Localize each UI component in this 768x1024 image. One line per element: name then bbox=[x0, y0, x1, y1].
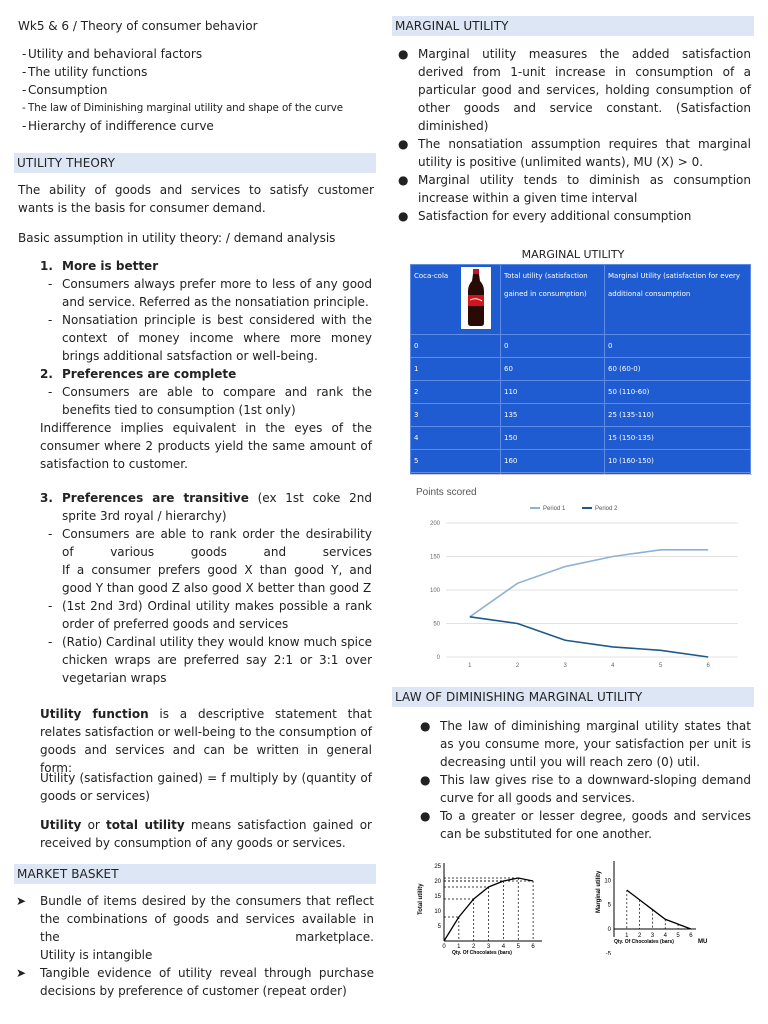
total-utility-chart bbox=[412, 855, 552, 955]
table-row bbox=[411, 358, 751, 381]
table-header-cell bbox=[411, 265, 501, 335]
mu-bullet bbox=[392, 207, 751, 225]
assumption-detail: - Consumers are able to compare and rank the benefits tied to consumption (1st only) bbox=[40, 383, 372, 419]
table-cell: 0 bbox=[605, 335, 751, 358]
mu-bullet-text: The nonsatiation assumption requires that marginal utility is positive (unlimited wants), MU (X) > 0. bbox=[418, 137, 751, 169]
table-row bbox=[411, 450, 751, 473]
y-tick-label: 200 bbox=[429, 521, 440, 527]
law-bullet-text: The law of diminishing marginal utility states that as you consume more, your satisfaction per unit is decreasing until you will reach zero (0) util. bbox=[440, 719, 751, 769]
assumption-number: 1. bbox=[40, 259, 53, 273]
assumption-number: 3. bbox=[40, 491, 53, 505]
mu-bullet-text: Marginal utility tends to diminish as consumption increase within a given time interval bbox=[418, 173, 751, 205]
page-title: Wk5 & 6 / Theory of consumer behavior bbox=[18, 19, 258, 33]
assumption-1 bbox=[40, 257, 372, 275]
coca-cola-bottle-icon bbox=[461, 267, 491, 329]
marginal-utility-table bbox=[410, 264, 751, 497]
legend-label: Period 1 bbox=[543, 506, 566, 512]
table-cell-note: point of solution bbox=[664, 482, 706, 488]
table-cell: 3 bbox=[411, 404, 501, 427]
topic-item: - Utility and behavioral factors bbox=[14, 45, 376, 63]
utility-intro: The ability of goods and services to satisfy customer wants is the basis for consumer demand. bbox=[18, 183, 374, 215]
assumption-3 bbox=[40, 489, 373, 525]
table-cell: 15 (150-135) bbox=[605, 427, 751, 450]
marginal-utility-bullets bbox=[392, 45, 751, 225]
x-axis-label: Qty. Of Chocolates (bars) bbox=[452, 950, 512, 955]
assumption-detail: - Consumers are able to rank order the desirability of various goods and services bbox=[40, 525, 372, 561]
table-cell: 60 (60-0) bbox=[605, 358, 751, 381]
y-axis-label: Marginal utility bbox=[596, 870, 602, 913]
x-tick-label: 1 bbox=[625, 933, 629, 939]
utility-function-def: is a descriptive statement that relates satisfaction or well-being to the consumption of goods and services and can be written in general form: bbox=[40, 707, 372, 775]
x-tick-label: 3 bbox=[563, 663, 567, 669]
table-cell: 6 bbox=[411, 473, 501, 497]
assumption-detail: - Nonsatiation principle is best considered with the context of money income where more money brings additional satsfaction or well-being. bbox=[40, 311, 372, 365]
x-tick-label: 0 bbox=[442, 944, 446, 950]
bullet-icon: ● bbox=[420, 773, 431, 787]
table-header-cell: Total utility (satisfaction gained in consumption) bbox=[501, 265, 605, 335]
marginal-utility-table-wrap bbox=[410, 264, 751, 497]
y-tick-label: 10 bbox=[434, 909, 441, 915]
x-tick-label: 5 bbox=[676, 933, 680, 939]
law-bullet-text: To a greater or lesser degree, goods and services can be substituted for one another. bbox=[440, 809, 751, 841]
x-tick-label: 4 bbox=[611, 663, 615, 669]
total-utility-text bbox=[40, 816, 372, 852]
y-tick-label: 10 bbox=[604, 878, 611, 885]
y-axis-label: Total utility bbox=[418, 883, 424, 915]
table-cell: 150 bbox=[501, 427, 605, 450]
assumption-number: 2. bbox=[40, 367, 53, 381]
points-scored-chart bbox=[410, 474, 752, 675]
bullet-icon: ● bbox=[398, 137, 409, 151]
x-tick-label: 4 bbox=[501, 944, 506, 950]
x-axis-unit: MU bbox=[698, 939, 708, 945]
table-header-text: Coca-cola bbox=[414, 272, 449, 280]
x-tick-label: 2 bbox=[637, 933, 642, 939]
table-cell: 135 bbox=[501, 404, 605, 427]
utility-function-text bbox=[40, 705, 372, 777]
market-basket-header: MARKET BASKET bbox=[14, 864, 376, 884]
x-tick-label: 1 bbox=[457, 944, 461, 950]
total-utility-def: means satisfaction gained or received by consumption of any goods or services. bbox=[40, 818, 372, 850]
assumption-title: Preferences are complete bbox=[62, 367, 237, 381]
x-tick-label: 6 bbox=[689, 933, 693, 939]
utility-theory-header: UTILITY THEORY bbox=[14, 153, 376, 173]
marginal-utility-header: MARGINAL UTILITY bbox=[392, 16, 754, 36]
mu-bullet-text: Marginal utility measures the added satisfaction derived from 1-unit increase in consumption of a particular good and services, holding consumption of other goods and service constant. (Satisfaction diminished) bbox=[418, 47, 751, 133]
assumption-detail-cont: If a consumer prefers good X than good Y, and good Y than good Z also good X better than good Z bbox=[62, 563, 372, 595]
table-row bbox=[411, 335, 751, 358]
law-bullets bbox=[414, 717, 751, 843]
table-header-cell: Marginal Utility (satisfaction for every additional consumption bbox=[605, 265, 751, 335]
table-cell: 1 bbox=[411, 358, 501, 381]
table-cell: 0 bbox=[501, 335, 605, 358]
topic-item: - Consumption bbox=[14, 81, 376, 99]
topic-item: - The utility functions bbox=[14, 63, 376, 81]
y-tick-label: 50 bbox=[433, 621, 440, 628]
market-basket-list bbox=[14, 892, 374, 1000]
marginal-utility-curve bbox=[627, 890, 691, 929]
y-tick-label: 100 bbox=[429, 588, 440, 594]
table-cell: 2 bbox=[411, 381, 501, 404]
table-title: MARGINAL UTILITY bbox=[521, 248, 625, 261]
table-cell: 5 bbox=[411, 450, 501, 473]
assumption-title: Preferences are transitive bbox=[62, 491, 249, 505]
law-bullet bbox=[414, 771, 751, 807]
assumption-detail: - (1st 2nd 3rd) Ordinal utility makes possible a rank order of preferred goods and services bbox=[40, 597, 372, 633]
table-row bbox=[411, 427, 751, 450]
assumption-list bbox=[40, 257, 373, 687]
x-tick-label: 4 bbox=[663, 933, 667, 939]
table-cell: 25 (135-110) bbox=[605, 404, 751, 427]
table-row bbox=[411, 381, 751, 404]
legend-label: Period 2 bbox=[595, 506, 618, 512]
market-basket-text: Tangible evidence of utility reveal through purchase decisions by preference of customer (repeat order) bbox=[40, 966, 374, 998]
market-basket-text: Bundle of items desired by the consumers that reflect the combinations of goods and services available in the marketplace. bbox=[40, 894, 374, 944]
utility-term: Utility bbox=[40, 818, 82, 832]
market-basket-note: Utility is intangible bbox=[40, 948, 153, 962]
y-tick-label: 20 bbox=[434, 879, 441, 885]
basic-assumption: Basic assumption in utility theory: / demand analysis bbox=[18, 231, 336, 245]
table-row bbox=[411, 404, 751, 427]
x-tick-label: 5 bbox=[658, 663, 663, 669]
bullet-icon: ● bbox=[398, 47, 409, 61]
table-cell: 160 bbox=[501, 473, 605, 497]
y-tick-label: 5 bbox=[607, 902, 611, 909]
x-tick-label: 6 bbox=[531, 944, 535, 950]
mu-bullet bbox=[392, 45, 751, 135]
utility-function-term: Utility function bbox=[40, 707, 149, 721]
topic-item: - The law of Diminishing marginal utility and shape of the curve bbox=[14, 99, 376, 117]
utility-formula: Utility (satisfaction gained) = f multiply by (quantity of goods or services) bbox=[40, 771, 372, 803]
y-tick-label: -5 bbox=[605, 951, 611, 955]
table-cell-text: 0 util (160-160) bbox=[608, 480, 663, 488]
law-bullet-text: This law gives rise to a downward-sloping demand curve for all goods and services. bbox=[440, 773, 751, 805]
table-cell: 160 bbox=[501, 450, 605, 473]
y-tick-label: 0 bbox=[436, 655, 440, 661]
bullet-icon: ● bbox=[420, 809, 431, 823]
series-line-1 bbox=[470, 550, 708, 617]
table-cell: 110 bbox=[501, 381, 605, 404]
utility-or: or bbox=[81, 818, 107, 832]
table-cell: 4 bbox=[411, 427, 501, 450]
topic-list bbox=[14, 45, 376, 135]
table-cell: 60 bbox=[501, 358, 605, 381]
arrow-bullet-icon: ➤ bbox=[16, 894, 27, 908]
y-tick-label: 5 bbox=[437, 924, 441, 930]
y-tick-label: 15 bbox=[434, 894, 441, 900]
x-tick-label: 3 bbox=[650, 933, 655, 939]
x-tick-label: 6 bbox=[706, 663, 710, 669]
x-tick-label: 5 bbox=[516, 944, 520, 950]
market-basket-item bbox=[14, 964, 374, 1000]
assumption-title-note: (ex 1st coke 2nd sprite 3rd royal / hierarchy) bbox=[62, 491, 373, 523]
y-tick-label: 150 bbox=[429, 554, 440, 561]
assumption-detail: - (Ratio) Cardinal utility they would know much spice chicken wraps are preferred say 2:1 or 3:1 over vegetarian wraps bbox=[40, 633, 372, 687]
topic-item: - Hierarchy of indifference curve bbox=[14, 117, 376, 135]
x-tick-label: 2 bbox=[515, 663, 520, 669]
assumption-detail: - Consumers always prefer more to less of any good and service. Referred as the nonsatiation principle. bbox=[40, 275, 372, 311]
table-header-row bbox=[411, 265, 751, 335]
x-tick-label: 1 bbox=[468, 663, 472, 669]
market-basket-item bbox=[14, 892, 374, 964]
law-header: LAW OF DIMINISHING MARGINAL UTILITY bbox=[392, 687, 754, 707]
total-utility-term: total utility bbox=[106, 818, 185, 832]
table-cell: 50 (110-60) bbox=[605, 381, 751, 404]
marginal-utility-chart bbox=[592, 855, 722, 955]
mu-bullet bbox=[392, 171, 751, 207]
x-axis-label: Qty. Of Chocolates (bars) bbox=[614, 939, 674, 945]
indifference-text: Indifference implies equivalent in the eyes of the consumer where 2 products yield the same amount of satisfaction to customer. bbox=[40, 421, 372, 471]
bullet-icon: ● bbox=[420, 719, 431, 733]
table-cell: 0 bbox=[411, 335, 501, 358]
law-bullet bbox=[414, 807, 751, 843]
x-tick-label: 2 bbox=[472, 944, 476, 950]
law-bullet bbox=[414, 717, 751, 771]
chart-title: Points scored bbox=[416, 487, 477, 498]
series-line-2 bbox=[470, 617, 708, 657]
assumption-title: More is better bbox=[62, 259, 159, 273]
y-tick-label: 0 bbox=[607, 927, 611, 933]
bullet-icon: ● bbox=[398, 173, 409, 187]
table-cell: 10 (160-150) bbox=[605, 450, 751, 473]
assumption-2 bbox=[40, 365, 372, 383]
arrow-bullet-icon: ➤ bbox=[16, 966, 27, 980]
bullet-icon: ● bbox=[398, 209, 409, 223]
mu-bullet bbox=[392, 135, 751, 171]
x-tick-label: 3 bbox=[486, 944, 491, 950]
mu-bullet-text: Satisfaction for every additional consumption bbox=[418, 209, 692, 223]
y-tick-label: 25 bbox=[434, 864, 441, 870]
